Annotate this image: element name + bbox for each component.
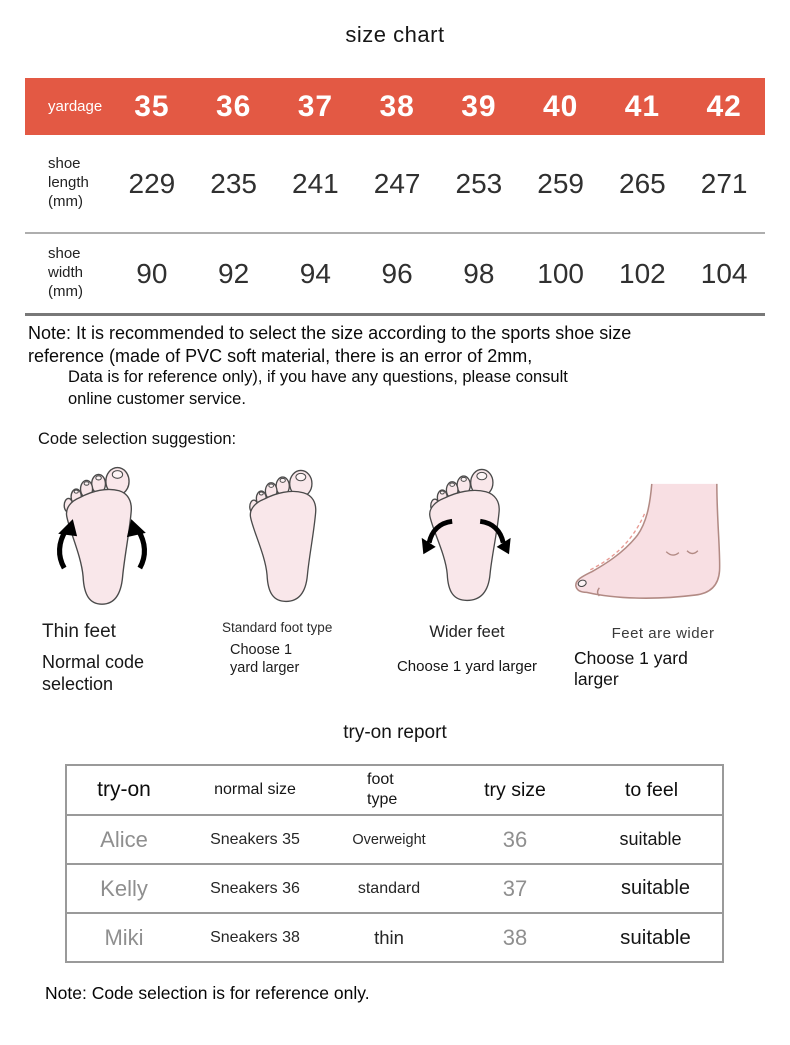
width-value: 96 [381,257,413,289]
tester-name: Alice [66,815,181,864]
foot-advice-label: Choose 1 yard larger [574,648,688,690]
tryon-row [66,913,723,962]
tryon-report-table [65,764,724,963]
size-cell: 40 [542,89,579,123]
normal-size-value: Sneakers 36 [181,864,329,913]
normal-size-value: Sneakers 35 [181,815,329,864]
size-cell: 42 [706,89,742,123]
page-title: size chart [345,22,445,47]
size-cell: 35 [134,89,170,123]
tester-name: Kelly [66,864,181,913]
header-normal-size: normal size [214,781,296,799]
feel-value: suitable [581,815,723,864]
note-line: Note: It is recommended to select the size according to the sports shoe size [28,323,632,343]
feel-value: suitable [581,864,723,913]
shoe-width-row [25,234,765,313]
try-size-value: 36 [449,815,581,864]
shoe-length-label: shoe length (mm) [48,155,89,210]
size-table-corner-label: yardage [48,98,103,115]
foot-type-label: Standard foot type [222,620,333,636]
size-note [28,322,790,410]
note-line: reference (made of PVC soft material, there is an error of 2mm, [28,345,533,366]
foot-advice-label: Normal code selection [42,652,145,695]
foot-advice-label: Choose 1 yard larger [396,658,538,676]
table-bottom-divider [25,313,765,316]
feet-guide [30,465,760,696]
standard-foot-icon [238,468,334,608]
size-cell: 37 [297,89,334,123]
width-value: 100 [537,257,584,289]
length-value: 259 [537,167,584,199]
foot-type-value: standard [329,864,449,913]
size-table-header-row [25,78,765,135]
length-value: 271 [700,167,748,199]
foot-type-label: Wider feet [429,623,505,642]
foot-advice-label: Choose 1 yard larger [230,642,300,677]
note-line: online customer service. [68,389,246,408]
header-to-feel: to feel [624,778,679,801]
width-value: 90 [136,257,168,289]
normal-size-value: Sneakers 38 [181,913,329,962]
tester-name: Miki [66,913,181,962]
length-value: 235 [210,167,257,199]
width-value: 92 [218,257,250,289]
shoe-width-label: shoe width (mm) [48,245,84,300]
try-size-value: 37 [449,864,581,913]
tryon-row [66,815,723,864]
code-selection-heading: Code selection suggestion: [38,430,237,449]
width-value: 94 [299,257,331,289]
wider-feet-card [368,465,566,696]
size-cell: 41 [624,89,661,123]
size-cell: 36 [215,89,252,123]
high-instep-foot-icon [566,483,752,605]
thin-feet-card [30,465,210,696]
header-try-size: try size [484,778,546,801]
tryon-row [66,864,723,913]
width-value: 102 [619,257,666,289]
try-size-value: 38 [449,913,581,962]
thin-foot-icon [46,465,158,611]
size-cell: 38 [379,89,415,123]
shoe-length-row [25,135,765,232]
length-value: 253 [455,167,503,199]
standard-feet-card [210,465,368,696]
length-value: 265 [619,167,666,199]
size-cell: 39 [461,89,497,123]
header-try-on: try-on [97,778,151,802]
length-value: 247 [373,167,421,199]
foot-type-label: Thin feet [42,621,116,643]
foot-type-value: thin [329,913,449,962]
tryon-header-row [66,765,723,815]
tryon-report-title: try-on report [343,722,447,744]
feel-value: suitable [581,913,723,962]
size-table [25,78,765,316]
foot-type-value: Overweight [329,815,449,864]
bottom-note: Note: Code selection is for reference only. [45,983,370,1004]
length-value: 229 [128,167,176,199]
width-value: 104 [700,257,748,289]
length-value: 241 [292,167,339,199]
header-foot-type: foot type [367,771,398,809]
high-instep-feet-card [566,465,760,696]
foot-type-label: Feet are wider [611,625,715,643]
width-value: 98 [463,257,495,289]
note-line: Data is for reference only), if you have any questions, please consult [68,368,568,387]
wide-foot-icon [408,467,526,607]
